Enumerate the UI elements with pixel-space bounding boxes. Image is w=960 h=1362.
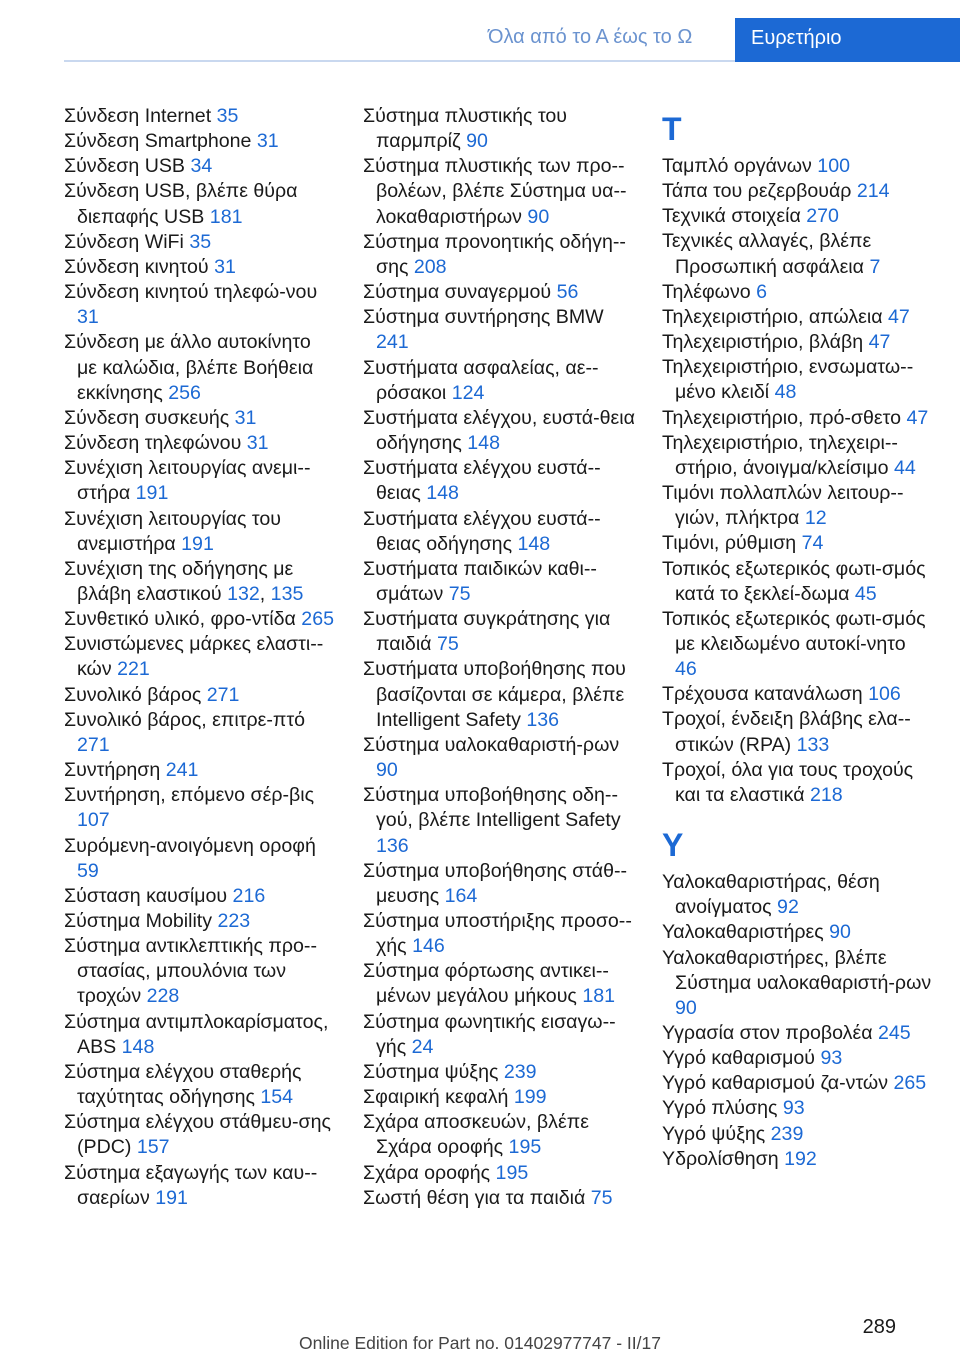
- page-link[interactable]: 47: [906, 406, 929, 429]
- page-link[interactable]: 221: [117, 658, 150, 681]
- index-entry: [662, 1096, 932, 1121]
- page-link[interactable]: 256: [168, 381, 201, 404]
- index-entry: [64, 154, 336, 179]
- index-letter-heading: T: [662, 111, 682, 147]
- index-entry: [363, 783, 635, 858]
- index-entry-term: Τεχνικά στοιχεία: [662, 205, 807, 228]
- page-link[interactable]: 75: [448, 582, 471, 605]
- index-entry-term: Ταμπλό οργάνων: [662, 155, 818, 177]
- index-entry: [662, 431, 932, 481]
- page-link[interactable]: 192: [784, 1147, 817, 1170]
- index-entry: [64, 406, 336, 431]
- page-separator: ,: [259, 582, 271, 605]
- index-entry: [363, 230, 635, 280]
- index-entry: [64, 934, 336, 1009]
- index-entry-term: Συνολικό βάρος, επιτρε-πτό: [64, 708, 306, 731]
- index-entry-term: Σύνδεση WiFi: [64, 230, 190, 253]
- page-link[interactable]: 31: [77, 306, 99, 329]
- index-entry: [363, 1085, 635, 1110]
- page-link[interactable]: 31: [246, 432, 269, 455]
- index-entry: [662, 330, 932, 355]
- index-entry-term: Υγρό ψύξης: [662, 1122, 771, 1145]
- index-entry-term: Τιμόνι πολλαπλών λειτουρ-γιών, πλήκτρα: [662, 482, 904, 530]
- index-entry: [64, 758, 336, 783]
- index-entry: [64, 507, 336, 557]
- index-entry-term: Συνολικό βάρος: [64, 683, 207, 706]
- index-entry: [662, 870, 932, 920]
- index-entry: [363, 507, 635, 557]
- page-link[interactable]: 93: [820, 1047, 843, 1070]
- index-entry: [662, 707, 932, 757]
- index-letter-heading: Y: [662, 827, 684, 864]
- index-entry: [363, 733, 635, 783]
- index-entry: [662, 179, 932, 204]
- index-entry-term: Υδρολίσθηση: [662, 1147, 785, 1170]
- index-entry-term: Συστήματα ελέγχου, ευστά-θεια οδήγησης: [363, 406, 635, 455]
- index-entry-term: Τοπικός εξωτερικός φωτι-σμός με κλειδωμένο αυτοκί-νητο: [662, 607, 926, 655]
- index-entry-term: Σύνδεση τηλεφώνου: [64, 432, 247, 455]
- index-entry: [64, 1060, 336, 1110]
- page-link[interactable]: 136: [526, 708, 560, 731]
- page-link[interactable]: 35: [189, 230, 212, 253]
- index-entry: [363, 456, 635, 506]
- index-entry-term: Συστήματα παιδικών καθι-σμάτων: [363, 557, 597, 605]
- index-entry: [662, 557, 932, 607]
- page-link[interactable]: 195: [508, 1136, 542, 1159]
- page-link[interactable]: 181: [209, 205, 243, 228]
- page-link[interactable]: 271: [206, 683, 240, 706]
- index-entry-term: Τηλεχειριστήριο, βλάβη: [662, 331, 869, 354]
- index-entry-term: Τροχοί, όλα για τους τροχούς και τα ελαστικά: [662, 758, 914, 806]
- index-entry: [363, 1161, 635, 1186]
- index-entry: [363, 305, 635, 355]
- index-entry: [64, 834, 336, 884]
- page-link[interactable]: 136: [376, 834, 409, 857]
- index-entry: [363, 280, 635, 305]
- page-header: [0, 0, 960, 62]
- page-link[interactable]: 90: [675, 996, 697, 1019]
- index-entry: [363, 959, 635, 1009]
- index-entry: [64, 557, 336, 607]
- page-link[interactable]: 241: [165, 759, 199, 782]
- index-entry: [363, 557, 635, 607]
- index-entry-term: Τηλεχειριστήριο, πρό-σθετο: [662, 406, 907, 429]
- page-link[interactable]: 74: [801, 532, 824, 555]
- page-link[interactable]: 12: [804, 507, 827, 530]
- page-link[interactable]: 218: [810, 783, 843, 806]
- index-entry: [662, 154, 932, 179]
- page-link[interactable]: 148: [517, 532, 551, 555]
- index-entry: [363, 1010, 635, 1060]
- index-entry: [64, 607, 336, 632]
- page-link[interactable]: 132: [227, 582, 260, 605]
- page-link[interactable]: 157: [136, 1136, 170, 1159]
- page-link[interactable]: 191: [135, 482, 169, 505]
- index-column-2: [363, 104, 635, 1211]
- index-entry-term: Συντήρηση, επόμενο σέρ-βις: [64, 784, 315, 807]
- index-entry-term: Σύστημα πλυστικής του παρμπρίζ: [363, 105, 568, 153]
- index-entry: [64, 783, 336, 833]
- section-title: Όλα από το Α έως το Ω: [488, 26, 693, 48]
- footer-edition: Online Edition for Part no. 01402977747 - II/17: [299, 1333, 661, 1353]
- index-entry-term: Τροχοί, ένδειξη βλάβης ελα-στικών (RPA): [662, 708, 911, 756]
- page-link[interactable]: 90: [376, 759, 398, 782]
- index-entry: [662, 406, 932, 431]
- index-entry-term: Υγρό πλύσης: [662, 1097, 783, 1120]
- page-link[interactable]: 148: [467, 432, 500, 455]
- page-link[interactable]: 148: [426, 482, 459, 505]
- index-entry: [64, 280, 336, 330]
- index-entry-term: Συστήματα υποβοήθησης που βασίζονται σε κάμερα, βλέπε Intelligent Safety: [363, 658, 626, 731]
- index-entry: [363, 607, 635, 657]
- index-entry: [64, 632, 336, 682]
- page-link[interactable]: 31: [234, 406, 257, 429]
- index-entry-term: Συνιστώμενες μάρκες ελαστι-κών: [64, 633, 324, 681]
- index-entry-term: Σύστημα φωνητικής εισαγω-γής: [363, 1010, 616, 1058]
- index-entry: [363, 859, 635, 909]
- index-entry: [662, 1147, 932, 1172]
- page-link[interactable]: 56: [556, 281, 579, 304]
- page-link[interactable]: 191: [181, 532, 214, 555]
- index-entry: [662, 1046, 932, 1071]
- index-entry-term: Σύστημα αντιμπλοκαρίσματος, ABS: [64, 1010, 329, 1058]
- index-entry: [64, 255, 336, 280]
- header-rule: [64, 60, 735, 62]
- index-entry-term: Σύνδεση κινητού τηλεφώ-νου: [64, 281, 318, 304]
- page-link[interactable]: 270: [806, 205, 839, 228]
- page-link[interactable]: 45: [854, 582, 877, 605]
- index-entry-term: Σύστημα υαλοκαθαριστή-ρων: [363, 733, 620, 756]
- page-link[interactable]: 75: [436, 633, 459, 656]
- index-entry-term: Σύστημα αντικλεπτικής προ-στασίας, μπουλόνια των τροχών: [64, 935, 317, 1008]
- page-link[interactable]: 46: [675, 658, 697, 681]
- index-entry: [363, 909, 635, 959]
- index-entry: [662, 920, 932, 945]
- index-entry-term: Υαλοκαθαριστήρας, θέση ανοίγματος: [662, 871, 880, 919]
- page-link[interactable]: 107: [77, 809, 110, 832]
- index-entry-term: Τηλεχειριστήριο, ενσωματω-μένο κλειδί: [662, 356, 914, 404]
- index-entry-term: Σφαιρική κεφαλή: [363, 1086, 514, 1109]
- index-entry-term: Συστήματα ασφαλείας, αε-ρόσακοι: [363, 356, 599, 404]
- page-link[interactable]: 241: [376, 331, 409, 354]
- index-entry: [64, 1161, 336, 1211]
- page-link[interactable]: 90: [466, 130, 488, 153]
- index-entry-term: Συστήματα ελέγχου ευστά-θειας: [363, 457, 601, 505]
- index-entry: [662, 1071, 932, 1096]
- index-entry: [64, 179, 336, 229]
- page-link[interactable]: 100: [817, 155, 850, 177]
- page-link[interactable]: 239: [770, 1122, 804, 1145]
- page-link[interactable]: 191: [155, 1186, 188, 1209]
- page-link[interactable]: 31: [256, 130, 279, 153]
- index-entry: [64, 230, 336, 255]
- page-link[interactable]: 44: [894, 456, 916, 479]
- index-entry-term: Συστήματα συγκράτησης για παιδιά: [363, 608, 611, 656]
- page-link[interactable]: 181: [582, 985, 616, 1008]
- index-entry-term: Σύσταση καυσίμου: [64, 884, 233, 907]
- index-column-3: [662, 104, 932, 1172]
- index-entry: [662, 1122, 932, 1147]
- index-entry-term: Υγρό καθαρισμού: [662, 1047, 821, 1070]
- index-entry-term: Σύστημα υποβοήθησης στάθ-μευσης: [363, 859, 628, 907]
- index-entry-term: Τοπικός εξωτερικός φωτι-σμός κατά το ξεκλεί-δωμα: [662, 557, 926, 605]
- index-entry-term: Σύστημα ελέγχου σταθερής ταχύτητας οδήγησης: [64, 1060, 302, 1109]
- index-tab-label: Ευρετήριο: [751, 27, 842, 49]
- index-entry: [363, 356, 635, 406]
- index-entry: [64, 129, 336, 154]
- page-link[interactable]: 135: [270, 582, 304, 605]
- page-link[interactable]: 24: [411, 1035, 434, 1058]
- index-entry: [64, 456, 336, 506]
- page-link[interactable]: 214: [856, 180, 890, 203]
- index-entry: [662, 481, 932, 531]
- index-column-1: [64, 104, 336, 1211]
- index-entry-term: Σύστημα συναγερμού: [363, 281, 557, 304]
- index-entry: [64, 330, 336, 405]
- index-entry: [64, 683, 336, 708]
- index-entry: [64, 431, 336, 456]
- index-tab[interactable]: [735, 18, 960, 62]
- index-entry-term: Σύνδεση κινητού: [64, 255, 215, 278]
- page-link[interactable]: 90: [829, 921, 851, 944]
- page-link[interactable]: 34: [190, 155, 213, 178]
- index-entry-term: Σύνδεση USB: [64, 155, 191, 178]
- index-entry-term: Σύνδεση με άλλο αυτοκίνητο με καλώδια, βλέπε Βοήθεια εκκίνησης: [64, 331, 314, 404]
- index-entry: [662, 531, 932, 556]
- index-entry: [662, 305, 932, 330]
- page-link[interactable]: 47: [888, 305, 910, 328]
- index-entry-term: Τεχνικές αλλαγές, βλέπε Προσωπική ασφάλεια: [662, 230, 872, 278]
- page-link[interactable]: 146: [412, 935, 445, 958]
- index-entry: [662, 229, 932, 279]
- index-entry-term: Συρόμενη-ανοιγόμενη οροφή: [64, 834, 316, 857]
- page-link[interactable]: 271: [77, 733, 110, 756]
- index-entry-term: Υαλοκαθαριστήρες, βλέπε Σύστημα υαλοκαθαριστή-ρων: [662, 946, 932, 994]
- index-entry-term: Τηλεχειριστήριο, τηλεχειρι-στήριο, άνοιγμα/κλείσιμο: [662, 431, 898, 479]
- page-link[interactable]: 216: [232, 884, 266, 907]
- index-entry: [64, 104, 336, 129]
- page-link[interactable]: 265: [301, 608, 334, 631]
- index-entry: [64, 1010, 336, 1060]
- index-entry: [662, 280, 932, 305]
- index-entry-term: Τηλεχειριστήριο, απώλεια: [662, 305, 888, 328]
- index-entry-term: Συντήρηση: [64, 759, 166, 782]
- page-link[interactable]: 31: [214, 255, 236, 278]
- index-entry: [662, 1021, 932, 1046]
- index-entry: [363, 1060, 635, 1085]
- page-link[interactable]: 228: [146, 985, 180, 1008]
- index-entry-term: Σύστημα πλυστικής των προ-βολέων, βλέπε Σύστημα υα-λοκαθαριστήρων: [363, 155, 627, 228]
- index-entry-term: Τηλέφωνο: [662, 280, 757, 303]
- index-entry-term: Σύστημα φόρτωσης αντικει-μένων μεγάλου μήκους: [363, 960, 609, 1008]
- page-link[interactable]: 265: [893, 1072, 927, 1095]
- index-entry-term: Σύνδεση συσκευής: [64, 406, 235, 429]
- page-link[interactable]: 106: [868, 683, 901, 706]
- page-link[interactable]: 59: [77, 859, 99, 882]
- page-link[interactable]: 7: [869, 255, 881, 278]
- index-entry-term: Τρέχουσα κατανάλωση: [662, 683, 869, 706]
- page-link[interactable]: 133: [796, 733, 830, 756]
- page-number: 289: [862, 1316, 896, 1338]
- index-entry-term: Συνέχιση λειτουργίας του ανεμιστήρα: [64, 507, 281, 555]
- index-entry: [363, 406, 635, 456]
- index-entry: [64, 1110, 336, 1160]
- index-entry-term: Σύστημα υποβοήθησης οδη-γού, βλέπε Intelligent Safety: [363, 784, 621, 832]
- page-link[interactable]: 92: [777, 896, 799, 919]
- page-link[interactable]: 199: [513, 1086, 547, 1109]
- index-entry: [662, 946, 932, 1021]
- index-entry: [363, 1186, 635, 1211]
- index-entry-term: Συνθετικό υλικό, φρο-ντίδα: [64, 608, 302, 631]
- page-link[interactable]: 93: [782, 1097, 805, 1120]
- index-entry: [363, 104, 635, 154]
- page-link[interactable]: 195: [495, 1161, 529, 1184]
- index-entry-term: Σύνδεση Smartphone: [64, 130, 257, 153]
- index-entry-term: Συνέχιση της οδήγησης με βλάβη ελαστικού: [64, 557, 294, 605]
- index-entry-term: Συνέχιση λειτουργίας ανεμι-στήρα: [64, 457, 311, 505]
- index-entry-term: Σύστημα ψύξης: [363, 1060, 504, 1083]
- page-link[interactable]: 223: [217, 910, 251, 932]
- index-entry-term: Σχάρα αποσκευών, βλέπε Σχάρα οροφής: [363, 1111, 589, 1159]
- page-link[interactable]: 208: [413, 255, 447, 278]
- index-entry-term: Σύστημα υποστήριξης προσο-χής: [363, 910, 632, 958]
- index-entry-term: Σύστημα προνοητικής οδήγη-σης: [363, 230, 626, 278]
- page-link[interactable]: 6: [756, 280, 768, 303]
- index-entry: [662, 682, 932, 707]
- index-entry: [64, 909, 336, 934]
- page-link[interactable]: 48: [774, 381, 797, 404]
- index-entry: [363, 154, 635, 229]
- index-entry: [64, 708, 336, 758]
- index-entry: [363, 1110, 635, 1160]
- index-entry-term: Σύνδεση Internet: [64, 105, 217, 127]
- index-entry: [363, 657, 635, 732]
- index-entry-term: Σωστή θέση για τα παιδιά: [363, 1186, 591, 1209]
- index-entry-term: Σύστημα Mobility: [64, 910, 218, 932]
- page-link[interactable]: 164: [444, 884, 478, 907]
- index-entry: [662, 607, 932, 682]
- index-entry-term: Σύστημα ελέγχου στάθμευ-σης (PDC): [64, 1111, 331, 1159]
- page-link[interactable]: 47: [868, 331, 891, 354]
- index-entry: [662, 758, 932, 808]
- index-entry-term: Τάπα του ρεζερβουάρ: [662, 180, 857, 203]
- index-entry-term: Υγρό καθαρισμού ζα-ντών: [662, 1072, 894, 1095]
- index-entry-term: Σύστημα συντήρησης BMW: [363, 306, 604, 329]
- page-link[interactable]: 35: [216, 105, 239, 127]
- page-link[interactable]: 154: [260, 1086, 294, 1109]
- index-entry-term: Σύνδεση USB, βλέπε θύρα διεπαφής USB: [64, 180, 298, 228]
- page-link[interactable]: 75: [590, 1186, 613, 1209]
- index-entry-term: Υαλοκαθαριστήρες: [662, 921, 830, 944]
- index-entry-term: Σύστημα εξαγωγής των καυ-σαερίων: [64, 1161, 318, 1209]
- page-link[interactable]: 148: [121, 1035, 155, 1058]
- index-entry-term: Τιμόνι, ρύθμιση: [662, 532, 802, 555]
- page-link[interactable]: 245: [877, 1022, 911, 1044]
- index-entry: [64, 884, 336, 909]
- index-entry: [662, 355, 932, 405]
- index-entry-term: Υγρασία στον προβολέα: [662, 1022, 878, 1044]
- page-link[interactable]: 124: [451, 381, 485, 404]
- index-entry: [662, 204, 932, 229]
- page-link[interactable]: 239: [503, 1060, 537, 1083]
- index-entry-term: Σχάρα οροφής: [363, 1161, 496, 1184]
- index-entry-term: Συστήματα ελέγχου ευστά-θειας οδήγησης: [363, 507, 601, 555]
- page-link[interactable]: 90: [527, 205, 550, 228]
